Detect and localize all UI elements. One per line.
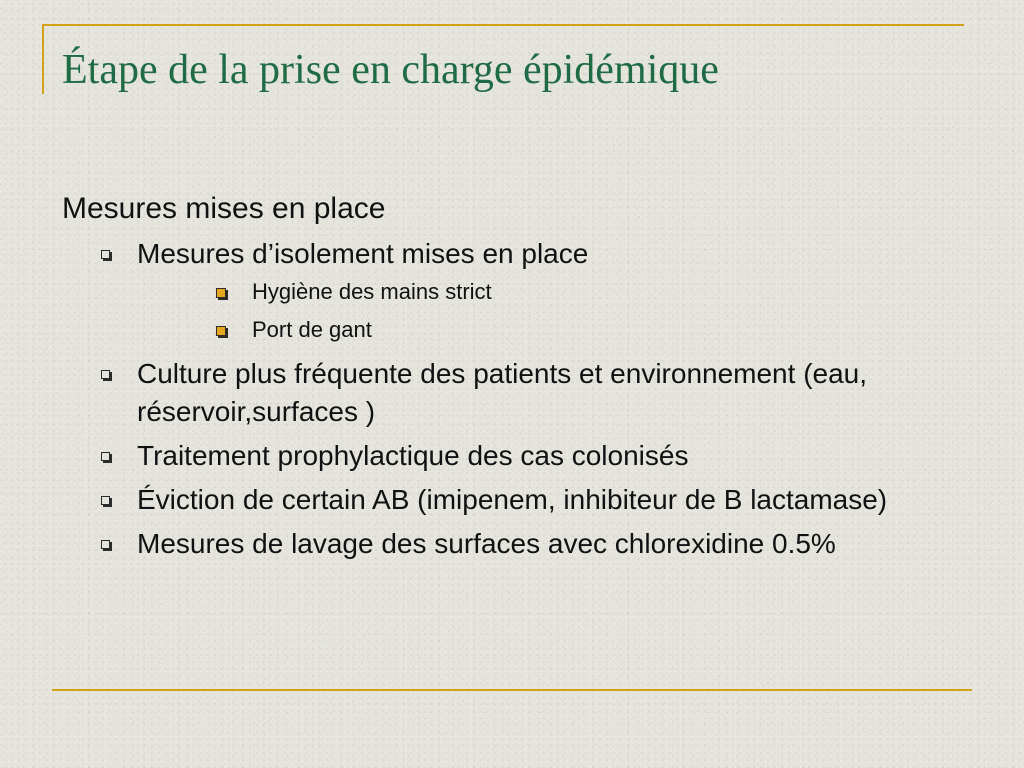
sub-list-item-text: Port de gant [252, 317, 372, 342]
sub-list-item [137, 273, 962, 311]
slide-title: Étape de la prise en charge épidémique [62, 47, 719, 93]
bottom-accent-rule [52, 689, 972, 691]
square-bullet-icon [101, 250, 110, 259]
list-item [62, 437, 962, 475]
sub-list-item-text: Hygiène des mains strict [252, 279, 492, 304]
square-bullet-icon [101, 540, 110, 549]
slide-content [62, 189, 962, 563]
bullet-list [62, 235, 962, 563]
list-item [62, 481, 962, 519]
list-item-text: Mesures de lavage des surfaces avec chlorexidine 0.5% [137, 528, 836, 559]
filled-square-bullet-icon [216, 326, 226, 336]
list-item-text: Traitement prophylactique des cas colonisés [137, 440, 689, 471]
list-item-text: Éviction de certain AB (imipenem, inhibiteur de B lactamase) [137, 484, 888, 515]
list-item-text: Mesures d’isolement mises en place [137, 238, 589, 269]
list-item-text: Culture plus fréquente des patients et environnement (eau, réservoir,surfaces ) [137, 358, 868, 427]
left-accent-rule [42, 24, 44, 94]
list-item [62, 525, 962, 563]
sub-list-item [137, 311, 962, 349]
top-accent-rule [42, 24, 964, 26]
level1-heading: Mesures mises en place [62, 192, 386, 225]
filled-square-bullet-icon [216, 288, 226, 298]
square-bullet-icon [101, 452, 110, 461]
square-bullet-icon [101, 370, 110, 379]
list-item [62, 235, 962, 349]
list-item [62, 355, 962, 431]
sub-bullet-list [137, 273, 962, 349]
square-bullet-icon [101, 496, 110, 505]
